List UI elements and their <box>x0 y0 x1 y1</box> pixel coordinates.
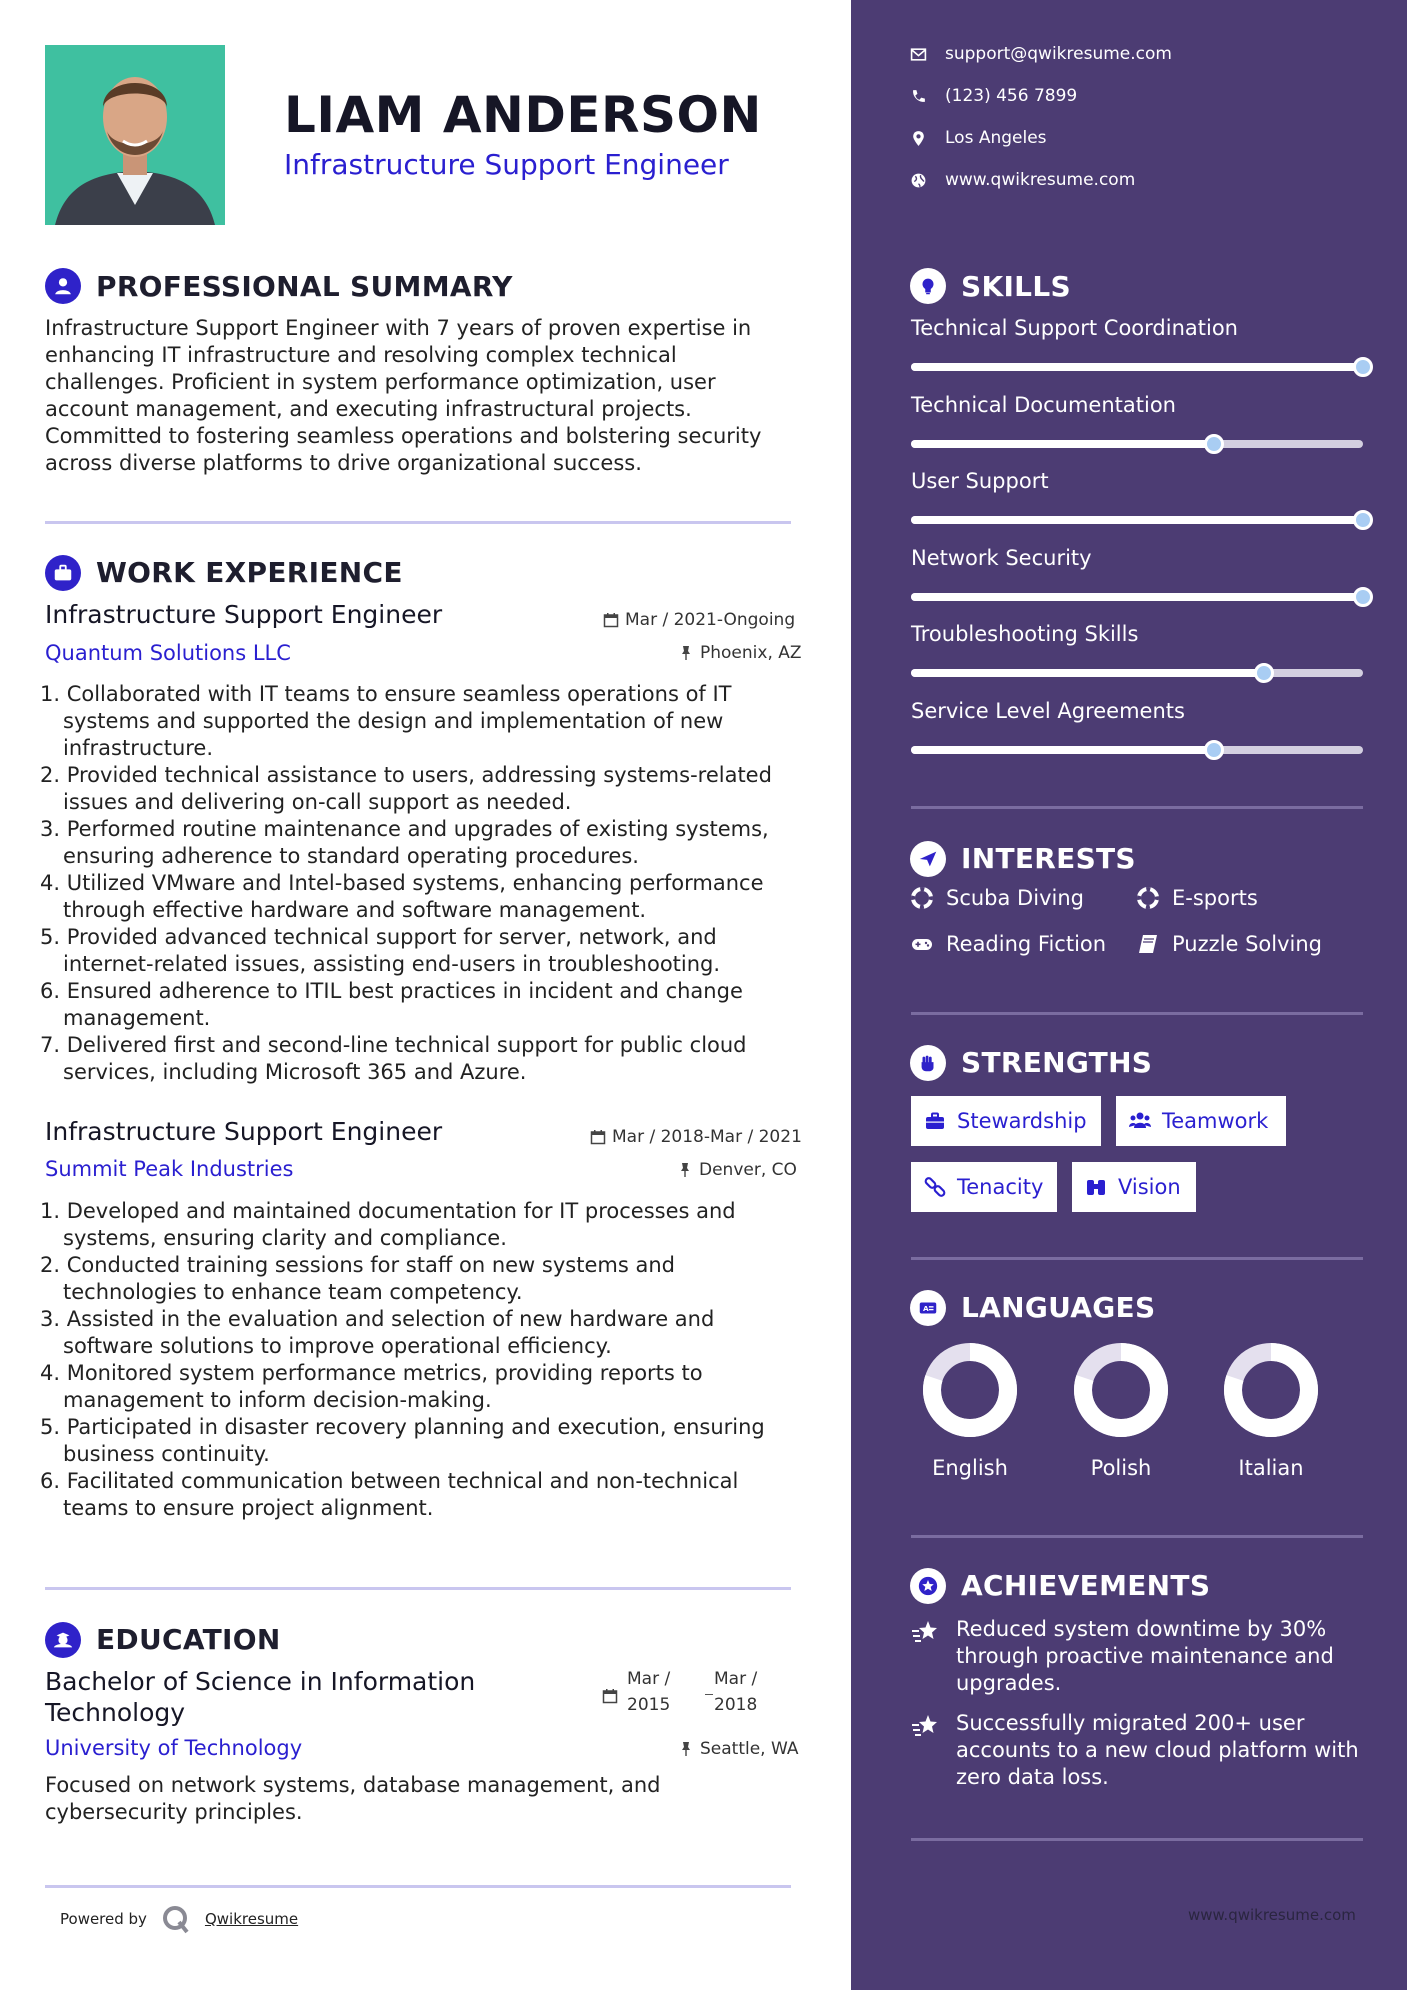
education-description <box>45 1772 785 1826</box>
duty-line: 2. Conducted training sessions for staff on new systems and <box>40 1253 675 1277</box>
duty-line: systems and supported the design and implementation of new <box>63 709 724 733</box>
job-location <box>678 643 802 663</box>
section-divider <box>911 1012 1363 1015</box>
contact-location <box>910 128 1047 148</box>
graduation-cap-icon <box>45 1622 81 1658</box>
qwikresume-logo-icon <box>161 1904 191 1934</box>
section-divider <box>911 1257 1363 1260</box>
job-dates-text: Mar / 2018-Mar / 2021 <box>612 1127 802 1147</box>
contact-email[interactable] <box>910 44 1172 64</box>
duty-line: 1. Collaborated with IT teams to ensure seamless operations of IT <box>40 682 732 706</box>
contact-phone[interactable] <box>910 86 1077 106</box>
summary-text <box>45 315 785 477</box>
duty-line: 7. Delivered first and second-line technical support for public cloud <box>40 1033 747 1057</box>
achievement-line: upgrades. <box>956 1671 1062 1695</box>
duty-line: 2. Provided technical assistance to users, addressing systems-related <box>40 763 772 787</box>
achievement-line: zero data loss. <box>956 1765 1109 1789</box>
skill-bar-fill <box>911 516 1363 524</box>
pin-icon <box>678 645 694 661</box>
skill-bar-knob <box>1353 587 1373 607</box>
language-label: English <box>932 1456 1008 1480</box>
shooting-star-icon <box>910 1711 940 1741</box>
degree-line: Technology <box>45 1698 186 1727</box>
globe-icon <box>910 172 927 189</box>
user-icon <box>45 268 81 304</box>
star-badge-icon <box>910 1568 946 1604</box>
achievement-line: Reduced system downtime by 30% <box>956 1617 1327 1641</box>
achievements-heading: ACHIEVEMENTS <box>961 1569 1211 1602</box>
briefcase-icon <box>45 555 81 591</box>
duty-line: 3. Assisted in the evaluation and selection of new hardware and <box>40 1307 715 1331</box>
duty-line: 5. Provided advanced technical support for server, network, and <box>40 925 717 949</box>
pin-icon <box>677 1162 693 1178</box>
job-location-text: Denver, CO <box>699 1160 797 1180</box>
section-divider <box>911 806 1363 809</box>
contact-website[interactable] <box>910 170 1135 190</box>
powered-by-label: Powered by <box>60 1910 147 1928</box>
candidate-name: LIAM ANDERSON <box>284 86 762 144</box>
candidate-title: Infrastructure Support Engineer <box>284 148 729 181</box>
interest-label: E-sports <box>1172 886 1258 910</box>
edu-location <box>678 1739 799 1759</box>
skill-bar-fill <box>911 669 1264 677</box>
skill-bar-knob <box>1254 663 1274 683</box>
summary-line: challenges. Proficient in system performance optimization, user <box>45 370 716 394</box>
duty-line: management to inform decision-making. <box>63 1388 492 1412</box>
link-icon <box>923 1175 947 1199</box>
skill-bar-fill <box>911 593 1363 601</box>
edu-start-year: 2015 <box>627 1695 671 1715</box>
section-divider <box>45 1885 791 1888</box>
section-divider <box>911 1838 1363 1841</box>
contact-website-text: www.qwikresume.com <box>945 170 1136 190</box>
strength-label: Vision <box>1118 1175 1181 1199</box>
degree-line: Bachelor of Science in Information <box>45 1667 476 1696</box>
skill-bar-knob <box>1204 434 1224 454</box>
language-icon <box>910 1290 946 1326</box>
calendar-icon <box>602 1688 618 1704</box>
skill-label: Technical Documentation <box>911 393 1176 417</box>
interest-item <box>1136 932 1322 956</box>
skill-bar-knob <box>1353 510 1373 530</box>
duty-line: technologies to enhance team competency. <box>63 1280 523 1304</box>
interest-item <box>1136 886 1258 910</box>
duty-line: 3. Performed routine maintenance and upgrades of existing systems, <box>40 817 769 841</box>
edu-location-text: Seattle, WA <box>700 1739 799 1759</box>
skill-bar-fill <box>911 363 1363 371</box>
contact-phone-text: (123) 456 7899 <box>945 86 1078 106</box>
briefcase-icon <box>923 1109 947 1133</box>
lightbulb-icon <box>910 268 946 304</box>
date-separator <box>705 1694 713 1695</box>
skill-label: Service Level Agreements <box>911 699 1185 723</box>
summary-line: Infrastructure Support Engineer with 7 years of proven expertise in <box>45 316 752 340</box>
job-location-text: Phoenix, AZ <box>700 643 802 663</box>
duty-line: systems, ensuring clarity and compliance. <box>63 1226 507 1250</box>
duty-line: ensuring adherence to standard operating procedures. <box>63 844 639 868</box>
skill-bar <box>911 746 1363 754</box>
achievement-line: Successfully migrated 200+ user <box>956 1711 1305 1735</box>
section-divider <box>911 1535 1363 1538</box>
strength-label: Stewardship <box>957 1109 1087 1133</box>
edu-start-month: Mar / <box>627 1669 671 1689</box>
language-label: Polish <box>1090 1456 1152 1480</box>
duty-line: 1. Developed and maintained documentation for IT processes and <box>40 1199 736 1223</box>
strength-label: Teamwork <box>1162 1109 1269 1133</box>
summary-line: Committed to fostering seamless operations and bolstering security <box>45 424 762 448</box>
contact-email-text: support@qwikresume.com <box>945 44 1172 64</box>
skill-bar-knob <box>1204 740 1224 760</box>
duty-line: 6. Ensured adherence to ITIL best practices in incident and change <box>40 979 743 1003</box>
achievement-item <box>956 1710 1376 1791</box>
duty-line: through effective hardware and software management. <box>63 898 647 922</box>
binoculars-icon <box>1084 1175 1108 1199</box>
education-heading: EDUCATION <box>96 1623 281 1656</box>
language-ring <box>1223 1342 1319 1438</box>
company-name: Summit Peak Industries <box>45 1157 294 1181</box>
envelope-icon <box>910 46 927 63</box>
interests-heading: INTERESTS <box>961 842 1136 875</box>
skill-bar-fill <box>911 746 1214 754</box>
job-dates <box>590 1127 802 1147</box>
skill-label: Technical Support Coordination <box>911 316 1238 340</box>
section-divider <box>45 1587 791 1590</box>
skill-label: User Support <box>911 469 1049 493</box>
school-name: University of Technology <box>45 1736 303 1760</box>
section-divider <box>45 521 791 524</box>
interest-item <box>910 932 1106 956</box>
life-ring-icon <box>1136 886 1160 910</box>
company-name: Quantum Solutions LLC <box>45 641 291 665</box>
shooting-star-icon <box>910 1617 940 1647</box>
pin-icon <box>678 1741 694 1757</box>
skill-bar-knob <box>1353 357 1373 377</box>
job-location <box>677 1160 797 1180</box>
edu-line: cybersecurity principles. <box>45 1800 303 1824</box>
strength-chip <box>911 1096 1101 1146</box>
language-ring <box>1073 1342 1169 1438</box>
calendar-icon <box>603 612 619 628</box>
duty-line: infrastructure. <box>63 736 214 760</box>
users-icon <box>1128 1109 1152 1133</box>
summary-heading: PROFESSIONAL SUMMARY <box>96 270 513 303</box>
profile-photo <box>45 45 225 225</box>
strength-chip <box>911 1162 1057 1212</box>
language-ring <box>922 1342 1018 1438</box>
interest-item <box>910 886 1084 910</box>
summary-line: account management, and executing infrastructural projects. <box>45 397 692 421</box>
achievement-line: through proactive maintenance and <box>956 1644 1334 1668</box>
duty-line: business continuity. <box>63 1442 270 1466</box>
life-ring-icon <box>910 886 934 910</box>
edu-line: Focused on network systems, database management, and <box>45 1773 661 1797</box>
job-dates-text: Mar / 2021-Ongoing <box>625 610 796 630</box>
fist-icon <box>910 1045 946 1081</box>
skill-bar <box>911 516 1363 524</box>
phone-icon <box>910 88 927 105</box>
job-title: Infrastructure Support Engineer <box>45 1117 443 1146</box>
duty-line: 5. Participated in disaster recovery planning and execution, ensuring <box>40 1415 765 1439</box>
calendar-icon <box>590 1129 606 1145</box>
footer-powered-by <box>60 1904 298 1934</box>
duty-line: issues and delivering on-call support as needed. <box>63 790 572 814</box>
job-duties <box>40 681 800 1086</box>
interest-label: Reading Fiction <box>946 932 1107 956</box>
experience-heading: WORK EXPERIENCE <box>96 556 403 589</box>
skill-bar <box>911 593 1363 601</box>
duty-line: internet-related issues, assisting end-users in troubleshooting. <box>63 952 721 976</box>
map-marker-icon <box>910 130 927 147</box>
job-duties <box>40 1198 800 1522</box>
footer-site[interactable]: www.qwikresume.com <box>1188 1906 1356 1924</box>
skill-label: Network Security <box>911 546 1092 570</box>
interest-label: Puzzle Solving <box>1172 932 1322 956</box>
edu-end-month: Mar / <box>714 1669 758 1689</box>
duty-line: 4. Monitored system performance metrics, providing reports to <box>40 1361 703 1385</box>
job-dates <box>603 610 795 630</box>
job-title: Infrastructure Support Engineer <box>45 600 443 629</box>
edu-end-year: 2018 <box>714 1695 758 1715</box>
duty-line: services, including Microsoft 365 and Azure. <box>63 1060 527 1084</box>
duty-line: 4. Utilized VMware and Intel-based systems, enhancing performance <box>40 871 764 895</box>
skill-label: Troubleshooting Skills <box>911 622 1139 646</box>
duty-line: software solutions to improve operational efficiency. <box>63 1334 612 1358</box>
strengths-heading: STRENGTHS <box>961 1046 1153 1079</box>
achievement-item <box>956 1616 1376 1697</box>
duty-line: 6. Facilitated communication between technical and non-technical <box>40 1469 739 1493</box>
svg-text:A: A <box>922 1304 929 1314</box>
book-icon <box>1136 932 1160 956</box>
paper-plane-icon <box>910 841 946 877</box>
skill-bar-fill <box>911 440 1214 448</box>
languages-heading: LANGUAGES <box>961 1291 1156 1324</box>
skill-bar <box>911 363 1363 371</box>
strength-label: Tenacity <box>957 1175 1044 1199</box>
interest-label: Scuba Diving <box>946 886 1084 910</box>
duty-line: teams to ensure project alignment. <box>63 1496 434 1520</box>
gamepad-icon <box>910 932 934 956</box>
summary-line: across diverse platforms to drive organizational success. <box>45 451 642 475</box>
summary-line: enhancing IT infrastructure and resolving complex technical <box>45 343 677 367</box>
achievement-line: accounts to a new cloud platform with <box>956 1738 1359 1762</box>
qwikresume-link[interactable]: Qwikresume <box>204 1910 299 1928</box>
skills-heading: SKILLS <box>961 270 1071 303</box>
strength-chip <box>1116 1096 1286 1146</box>
contact-location-text: Los Angeles <box>945 128 1047 148</box>
skill-bar <box>911 440 1363 448</box>
language-label: Italian <box>1238 1456 1304 1480</box>
skill-bar <box>911 669 1363 677</box>
strength-chip <box>1072 1162 1196 1212</box>
duty-line: management. <box>63 1006 211 1030</box>
